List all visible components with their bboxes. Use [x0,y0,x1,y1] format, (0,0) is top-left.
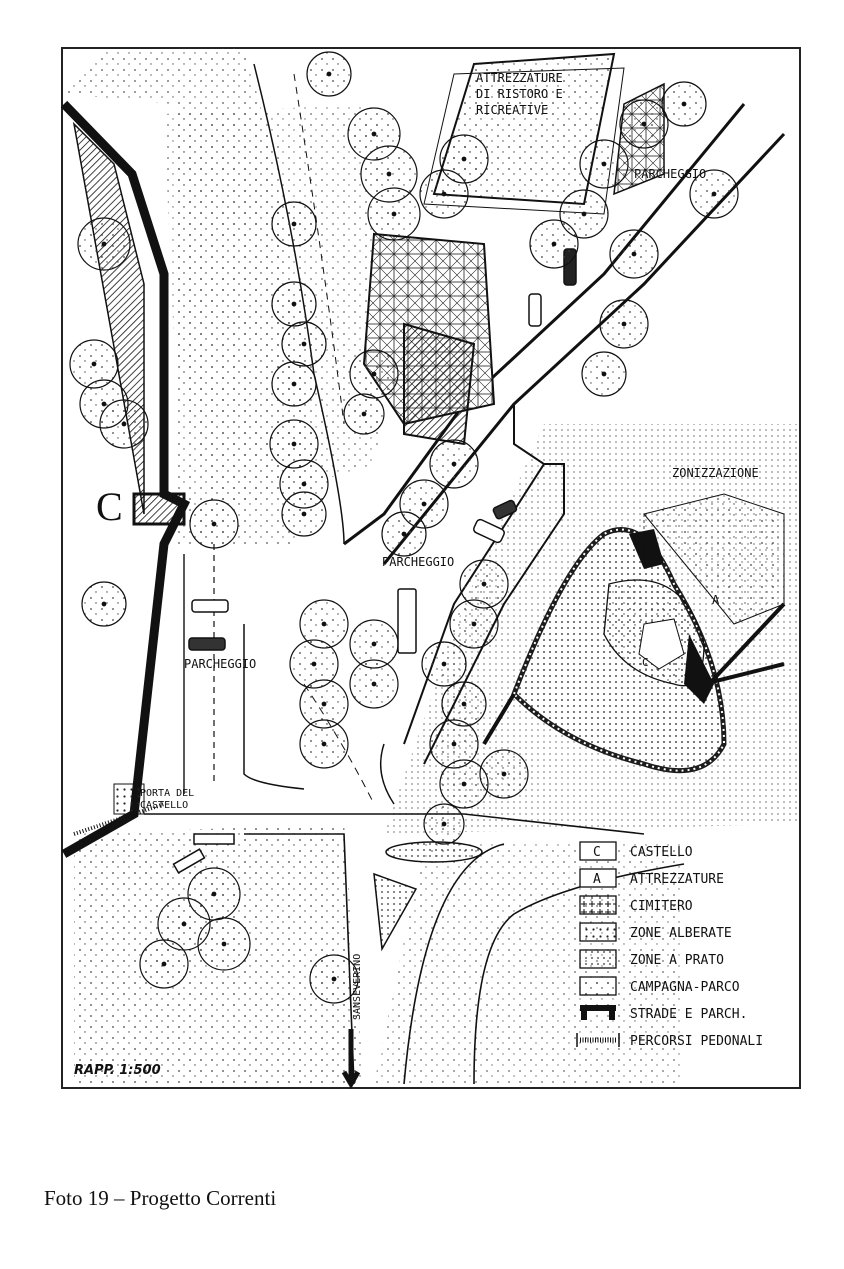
traffic-island-oval [386,842,482,862]
inset-label-a: A [712,593,720,607]
tree-trunk [292,302,296,306]
label-attrezzature-2: DI RISTORO E [476,87,563,101]
label-zonizzazione: ZONIZZAZIONE [672,466,759,480]
tree-trunk [442,662,446,666]
tree-trunk [312,662,316,666]
tree-trunk [392,212,396,216]
legend-label: PERCORSI PEDONALI [630,1034,764,1049]
inset-label-c: C [642,656,649,669]
tree-trunk [182,922,186,926]
label-parcheggio-ne: PARCHEGGIO [634,167,707,181]
label-attrezzature-1: ATTREZZATURE [476,71,563,85]
tree-trunk [632,252,636,256]
tree-trunk [622,322,626,326]
tree-trunk [162,962,166,966]
legend-label: ATTREZZATURE [630,872,724,887]
tree-trunk [102,242,106,246]
tree-trunk [582,212,586,216]
tree-trunk [292,442,296,446]
legend-swatch [580,977,616,995]
legend-item [580,950,724,968]
legend-item [580,869,724,887]
scale-label: RAPP. 1:500 [74,1063,161,1078]
tree-trunk [302,342,306,346]
tree-trunk [422,502,426,506]
tree-trunk [712,192,716,196]
tree-trunk [292,382,296,386]
legend-swatch [580,923,616,941]
tree-trunk [212,892,216,896]
tree-trunk [642,122,646,126]
tree-trunk [302,482,306,486]
legend-label: ZONE A PRATO [630,953,724,968]
legend-label: STRADE E PARCH. [630,1007,748,1022]
tree-trunk [327,72,331,76]
tree-trunk [442,192,446,196]
tree-trunk [387,172,391,176]
castello-marker-c: C [96,484,123,529]
tree-trunk [322,742,326,746]
legend-item [580,923,732,941]
tree-trunk [322,622,326,626]
legend-key: A [593,872,601,887]
label-parcheggio-center: PARCHEGGIO [382,555,455,569]
photo-caption: Foto 19 – Progetto Correnti [44,1186,277,1210]
tree-trunk [362,412,366,416]
tree-trunk [552,242,556,246]
legend-item [580,896,693,914]
tree-trunk [292,222,296,226]
legend-item [580,842,693,860]
tree-trunk [442,822,446,826]
legend-key: C [593,845,601,860]
legend-item [580,977,740,995]
tree-trunk [372,372,376,376]
tree-trunk [212,522,216,526]
tree-trunk [462,702,466,706]
legend-label: ZONE ALBERATE [630,926,732,941]
tree-trunk [372,132,376,136]
site-plan-drawing [44,44,804,1090]
label-sanseverino: SANSEVERINO [352,953,363,1020]
label-porta-1: PORTA DEL [140,788,195,799]
tree-trunk [322,702,326,706]
tree-trunk [602,372,606,376]
tree-trunk [682,102,686,106]
tree-trunk [462,157,466,161]
legend-swatch [580,896,616,914]
tree-trunk [122,422,126,426]
tree-trunk [462,782,466,786]
tree-trunk [472,622,476,626]
tree-trunk [372,682,376,686]
tree-trunk [102,402,106,406]
tree-trunk [452,742,456,746]
tree-trunk [92,362,96,366]
label-porta-2: CASTELLO [140,800,189,811]
tree-trunk [102,602,106,606]
tree-trunk [402,532,406,536]
tree-trunk [452,462,456,466]
legend-label: CIMITERO [630,899,693,914]
tree-trunk [372,642,376,646]
tree-trunk [222,942,226,946]
label-attrezzature-3: RICREATIVE [476,103,549,117]
legend-label: CAMPAGNA-PARCO [630,980,740,995]
tree-trunk [332,977,336,981]
tree-trunk [302,512,306,516]
label-parcheggio-west: PARCHEGGIO [184,657,257,671]
legend-swatch [580,950,616,968]
legend-label: CASTELLO [630,845,693,860]
tree-trunk [602,162,606,166]
tree-trunk [482,582,486,586]
tree-trunk [502,772,506,776]
